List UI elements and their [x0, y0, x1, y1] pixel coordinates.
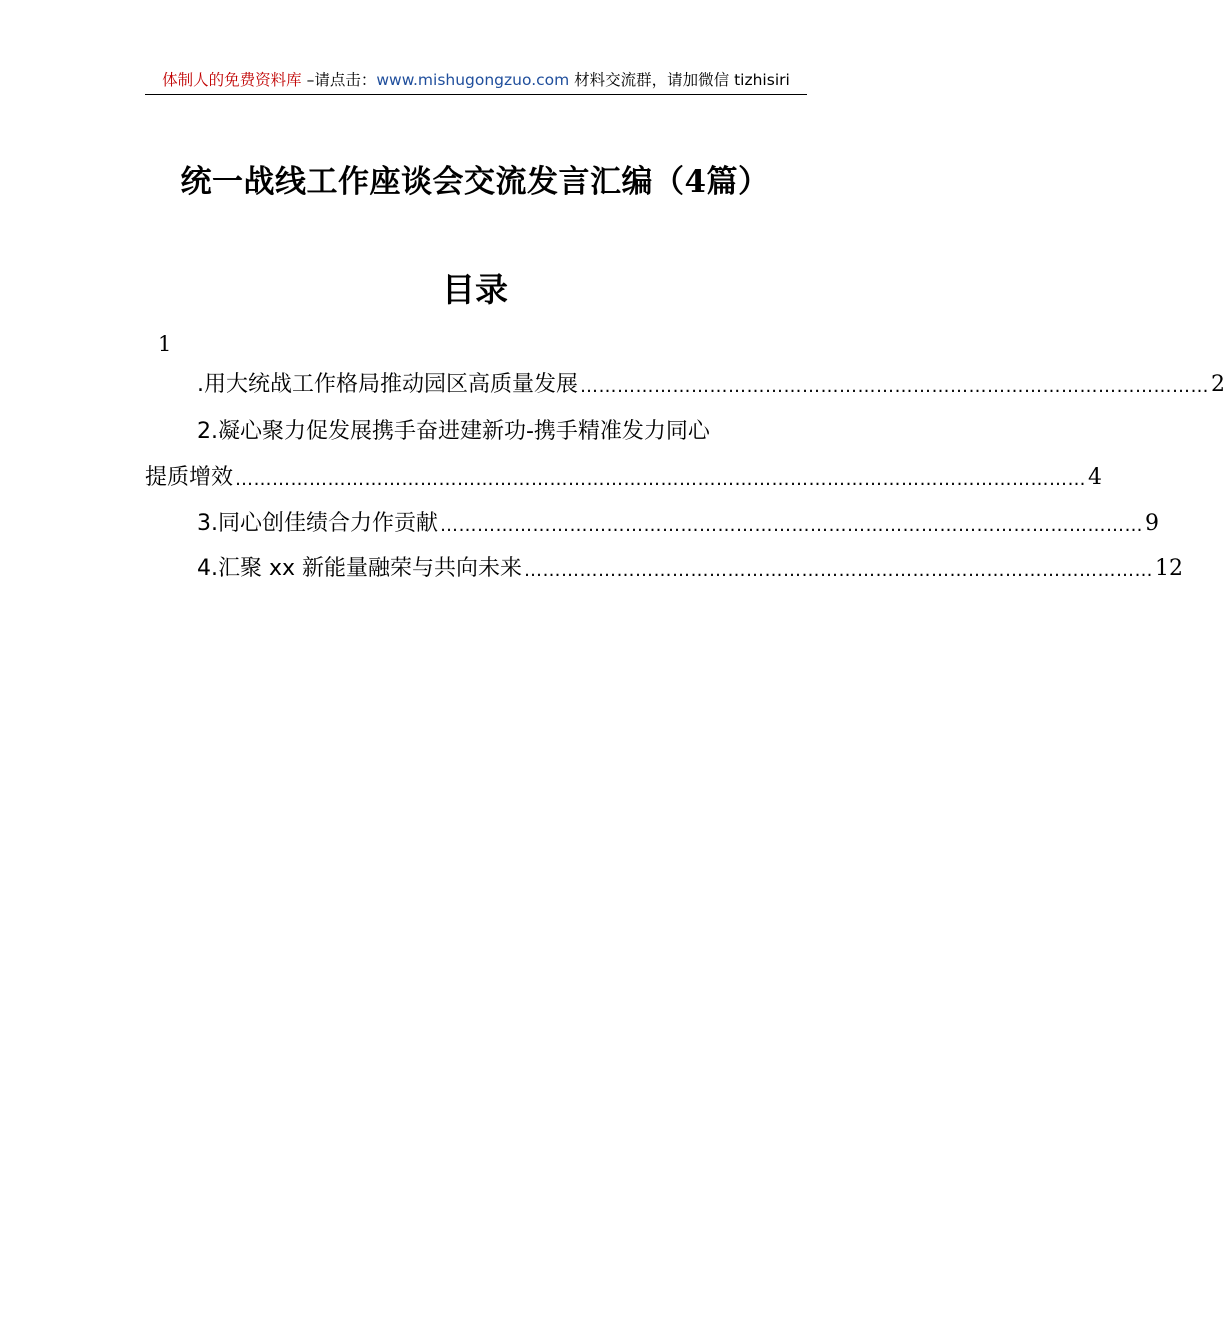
- header-url-link[interactable]: www.mishugongzuo.com: [376, 71, 570, 89]
- toc-entry-1[interactable]: [145, 370, 1225, 400]
- header-site-name: 体制人的免费资料库: [162, 71, 302, 89]
- list-number: 1: [158, 332, 172, 356]
- toc-entry-2[interactable]: [145, 463, 1103, 493]
- toc-leader-dots: …………………………………………………………………………………………………………………………: [235, 469, 1087, 490]
- toc-entry-page: 2: [1211, 372, 1225, 397]
- toc-entry-title: .用大统战工作格局推动园区高质量发展: [197, 372, 578, 397]
- toc-entry-2-line1[interactable]: [145, 417, 805, 447]
- toc-entry-title-cont: 提质增效: [145, 465, 234, 490]
- document-title: 统一战线工作座谈会交流发言汇编（4篇）: [180, 164, 770, 200]
- toc-leader-dots: …………………………………………………………………………………………: [524, 560, 1154, 581]
- toc-entry-title: 2.凝心聚力促发展携手奋进建新功-携手精准发力同心: [197, 419, 710, 444]
- toc-leader-dots: …………………………………………………………………………………………: [580, 376, 1209, 397]
- toc-heading: 目录: [442, 270, 508, 309]
- toc-entry-page: 12: [1155, 556, 1184, 581]
- toc-entry-4[interactable]: [145, 554, 1184, 584]
- header-click-prompt: –请点击：: [301, 71, 377, 89]
- toc-entry-3[interactable]: [145, 509, 1159, 539]
- toc-entry-title: 4.汇聚 xx 新能量融荣与共向未来: [197, 556, 523, 581]
- toc-entry-page: 9: [1145, 511, 1159, 536]
- toc-entry-title: 3.同心创佳绩合力作贡献: [197, 511, 438, 536]
- header-wechat-note: 材料交流群，请加微信 tizhisiri: [569, 71, 790, 89]
- page-header: [145, 66, 807, 95]
- toc-entry-page: 4: [1088, 465, 1103, 490]
- toc-leader-dots: ……………………………………………………………………………………………………: [440, 515, 1143, 536]
